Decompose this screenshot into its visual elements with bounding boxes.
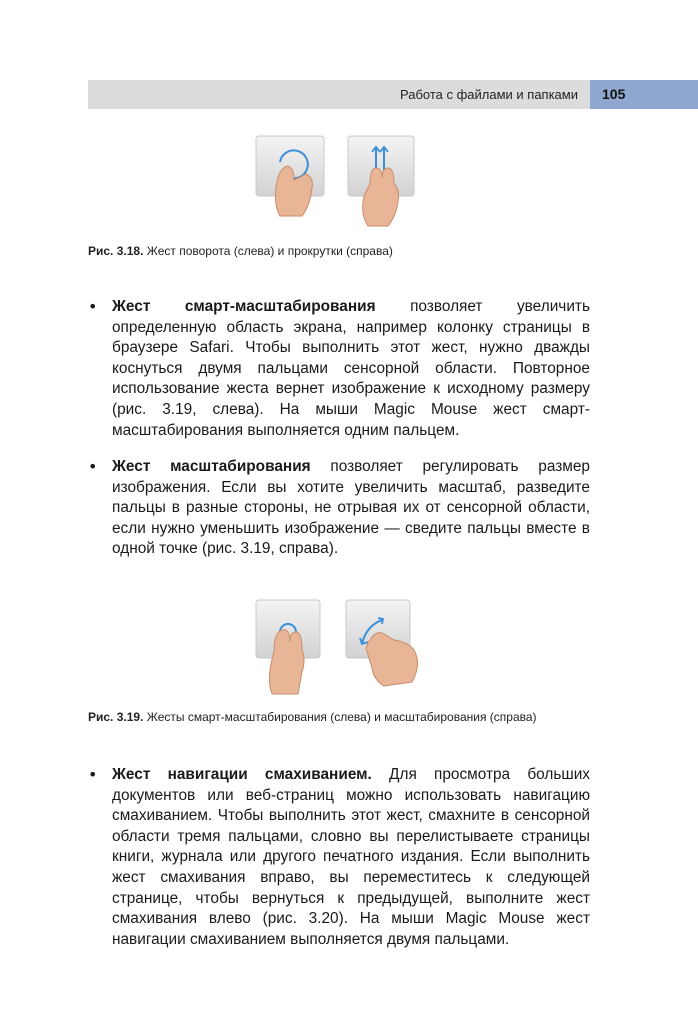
figure-3-19-illustration (250, 592, 435, 700)
figure-3-18-caption (88, 244, 393, 258)
figure-3-18 (250, 128, 420, 236)
page-number: 105 (602, 86, 626, 102)
bullet-term: Жест масштабирования (112, 458, 311, 475)
smart-zoom-trackpad (256, 600, 320, 694)
chapter-title: Работа с файлами и папками (399, 87, 578, 102)
scroll-gesture-trackpad (348, 136, 414, 226)
bullet-term: Жест смарт-масштабирования (112, 298, 376, 315)
bullet-marker: • (88, 457, 98, 476)
bullet-swipe-navigation (88, 765, 590, 950)
bullet-paragraph (112, 765, 590, 950)
rotate-gesture-trackpad (256, 136, 324, 216)
bullet-smart-zoom (88, 297, 590, 441)
figure-3-18-illustration (250, 128, 420, 236)
bullet-body: позволяет регулировать размер изображения. Если вы хотите увеличить масштаб, разведите пальцы в разные стороны, не отрывая их от сенсорной области, если нужно уменьшить изображение — сведите пальцы вместе в одной точке (рис. 3.19, справа). (112, 458, 590, 558)
figure-3-18-caption-text: Жест поворота (слева) и прокрутки (справа) (146, 244, 393, 258)
running-header (88, 80, 590, 109)
pinch-zoom-trackpad (346, 600, 418, 686)
bullet-marker: • (88, 765, 98, 784)
bullet-term: Жест навигации смахиванием. (112, 766, 372, 783)
bullet-body: Для просмотра больших документов или веб-страниц можно использовать навигацию смахиванием. Чтобы выполнить этот жест, смахните в сенсорной области тремя пальцами, словно вы перелистываете страницы книги, журнала или другого печатного издания. Если выполнить жест смахивания вправо, вы переместитесь к следующей странице, чтобы вернуться к предыдущей, выполните жест смахивания влево (рис. 3.20). На мыши Magic Mouse жест навигации смахиванием выполняется двумя пальцами. (112, 766, 591, 948)
bullet-zoom (88, 457, 590, 560)
page-number-box (590, 80, 698, 109)
figure-3-19-caption (88, 710, 537, 724)
figure-3-19-caption-text: Жесты смарт-масштабирования (слева) и масштабирования (справа) (146, 710, 537, 724)
bullet-paragraph (112, 297, 590, 441)
bullet-body: позволяет увеличить определенную область экрана, например колонку страницы в браузере Safari. Чтобы выполнить этот жест, нужно дважды коснуться двумя пальцами сенсорной области. Повторное использование жеста вернет изображение к исходному размеру (рис. 3.19, слева). На мыши Magic Mouse жест смарт-масштабирования выполняется одним пальцем. (112, 298, 590, 439)
figure-3-18-caption-label: Рис. 3.18. (88, 244, 144, 258)
figure-3-19-caption-label: Рис. 3.19. (88, 710, 144, 724)
bullet-paragraph (112, 457, 590, 560)
bullet-marker: • (88, 297, 98, 316)
figure-3-19 (250, 592, 435, 700)
